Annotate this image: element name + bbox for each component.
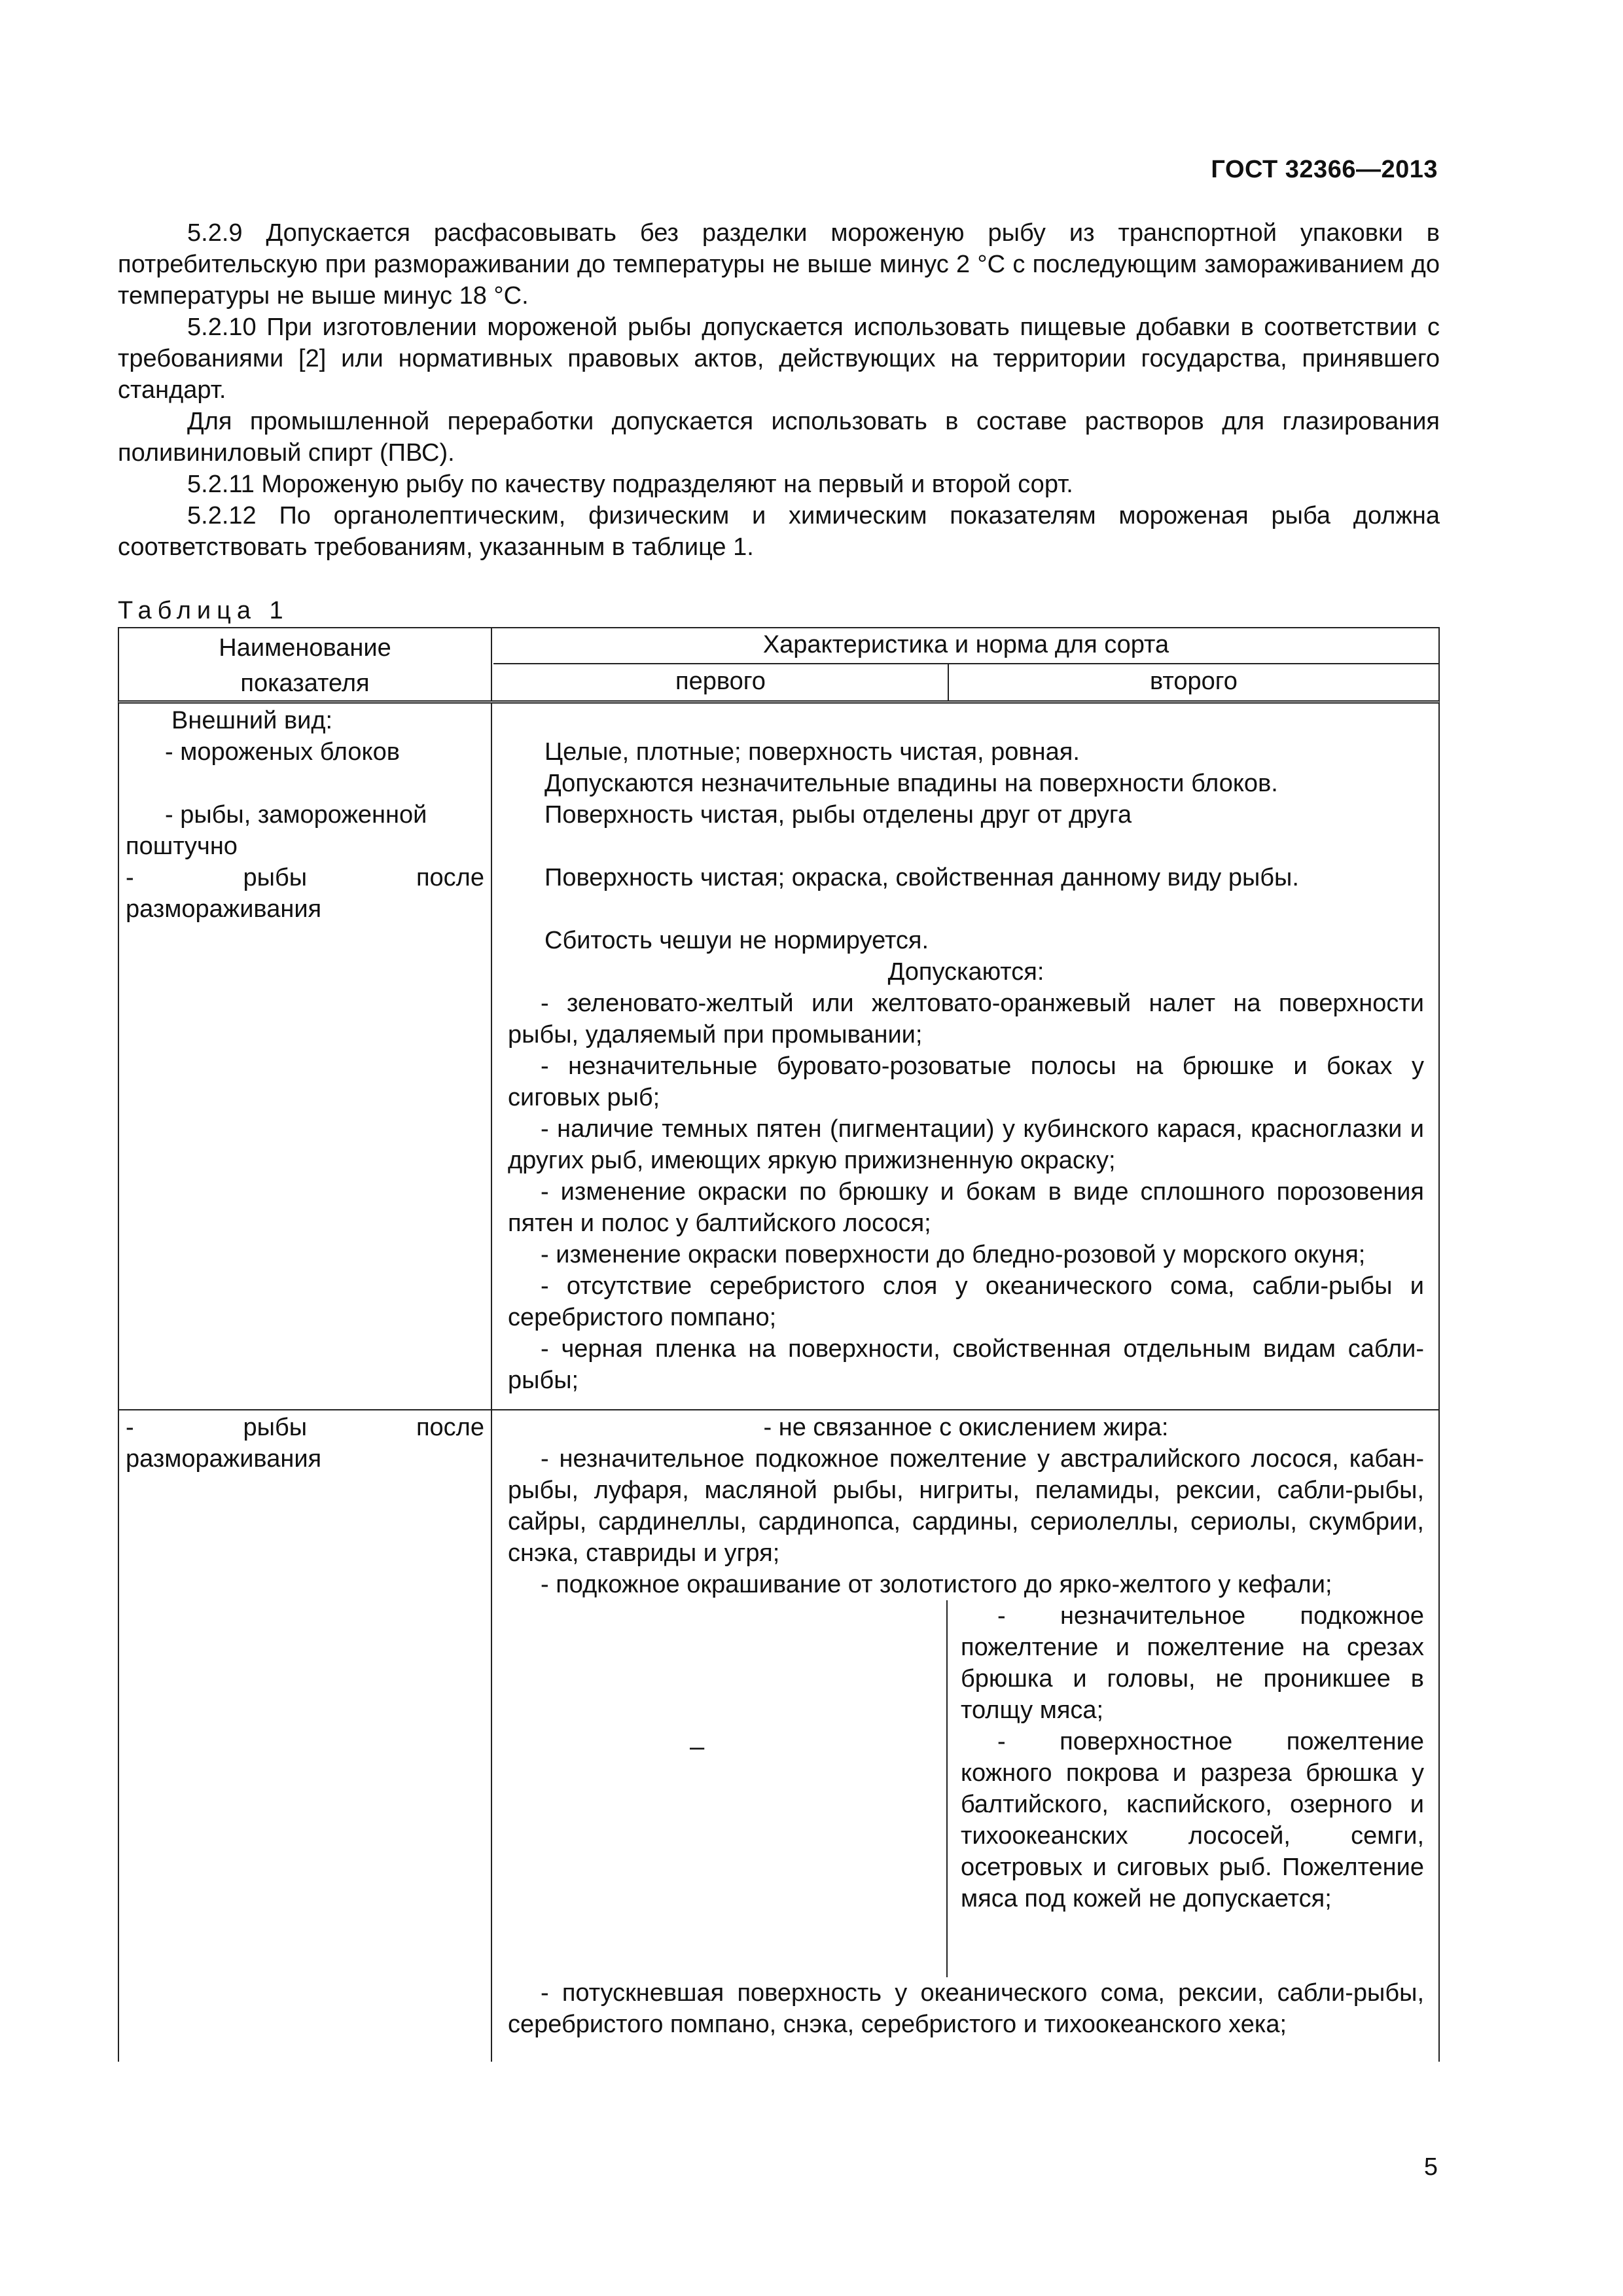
after-thaw-word1: рыбы <box>243 864 308 891</box>
intro-text <box>118 217 1440 563</box>
indicator-cell <box>119 1410 492 2062</box>
after-thaw-dash: - <box>126 864 134 891</box>
after-thaw-label-2: размораживания <box>126 895 322 923</box>
piece-frozen-text: Поверхность чистая, рыбы отделены друг от друга <box>544 801 1132 829</box>
list-item: - поверхностное пожелтение кожного покрова и разреза брюшка у балтийского, каспийского, озерного и тихоокеанских лососей, семги, осетровых и сиговых рыб. Пожелтение мяса под кожей не допускается; <box>961 1728 1424 1912</box>
table-caption: Таблица 1 <box>118 597 289 624</box>
header-indicator-line1: Наименование <box>219 634 391 662</box>
second-grade-cell <box>948 1600 1424 1914</box>
header-first-grade: первого <box>493 664 949 700</box>
list-item: - изменение окраски поверхности до бледно-розовой у морского окуня; <box>541 1241 1366 1268</box>
list-item: - черная пленка на поверхности, свойственная отдельным видам сабли-рыбы; <box>508 1335 1424 1394</box>
grade-split <box>493 1600 1438 1977</box>
list-item: - изменение окраски по брюшку и бокам в виде сплошного порозовения пятен и полос у балтийского лосося; <box>508 1178 1424 1237</box>
spacer <box>508 705 1424 736</box>
list-item: - незначительные буровато-розоватые полосы на брюшке и боках у сиговых рыб; <box>508 1052 1424 1111</box>
list-item: - незначительное подкожное пожелтение у австралийского лосося, кабан-рыбы, луфаря, масляной рыбы, нигриты, пеламиды, рексии, сабли-рыбы, сайры, сардинеллы, сардинопса, сардины, сериолеллы, сериолы, скумбрии, снэка, ставриды и угря; <box>508 1445 1424 1567</box>
clause-5-2-10: 5.2.10 При изготовлении мороженой рыбы допускается использовать пищевые добавки в соответствии с требованиями [2] или нормативных правовых актов, действующих на территории государства, принявшего стандарт. <box>118 314 1440 404</box>
header-second-grade: второго <box>1150 668 1238 695</box>
first-grade-dash: – <box>690 1732 705 1761</box>
after-thaw-label-2: размораживания <box>126 1445 322 1473</box>
not-oxidation-heading: - не связанное с окислением жира: <box>763 1414 1169 1441</box>
characteristic-cell <box>493 1410 1438 2041</box>
piece-frozen-label: - рыбы, замороженной <box>165 801 427 829</box>
table-1 <box>118 627 1440 2062</box>
pvs-paragraph: Для промышленной переработки допускается использовать в составе растворов для глазирования поливиниловый спирт (ПВС). <box>118 408 1440 467</box>
clause-5-2-11: 5.2.11 Мороженую рыбу по качеству подразделяют на первый и второй сорт. <box>187 471 1073 498</box>
first-grade-cell <box>493 1600 948 1977</box>
header-characteristic: Характеристика и норма для сорта <box>493 628 1438 664</box>
allowed-heading: Допускаются: <box>887 958 1044 986</box>
blocks-line-2: Допускаются незначительные впадины на поверхности блоков. <box>544 770 1278 797</box>
after-thaw-label <box>126 862 484 893</box>
appearance-label: Внешний вид: <box>171 707 333 734</box>
piece-frozen-label-2: поштучно <box>126 833 238 860</box>
after-thaw-word1: рыбы <box>243 1414 308 1441</box>
table-row <box>118 1409 1440 2062</box>
list-item: - наличие темных пятен (пигментации) у кубинского карася, красноглазки и других рыб, имеющих яркую прижизненную окраску; <box>508 1115 1424 1174</box>
header-indicator-line2: показателя <box>240 670 370 697</box>
blocks-line-1: Целые, плотные; поверхность чистая, ровная. <box>544 738 1080 766</box>
after-thaw-word2: после <box>416 1414 484 1441</box>
scales-text: Сбитость чешуи не нормируется. <box>544 927 929 954</box>
indicator-cell <box>119 704 492 1409</box>
header-indicator-cell <box>119 628 492 700</box>
spacer <box>508 893 1424 925</box>
table-header <box>118 627 1440 700</box>
clause-5-2-12: 5.2.12 По органолептическим, физическим и химическим показателям мороженая рыба должна соответствовать требованиям, указанным в таблице 1. <box>118 502 1440 561</box>
frozen-blocks-label: - мороженых блоков <box>165 738 400 766</box>
after-thaw-word2: после <box>416 864 484 891</box>
after-thaw-label <box>126 1412 484 1443</box>
list-item: - незначительное подкожное пожелтение и пожелтение на срезах брюшка и головы, не проникшее в толщу мяса; <box>961 1602 1424 1724</box>
spacer <box>508 831 1424 862</box>
list-item: - отсутствие серебристого слоя у океанического сома, сабли-рыбы и серебристого помпано; <box>508 1272 1424 1331</box>
thawed-text: Поверхность чистая; окраска, свойственная данному виду рыбы. <box>544 864 1299 891</box>
list-item: - потускневшая поверхность у океанического сома, рексии, сабли-рыбы, серебристого помпано, снэка, серебристого и тихоокеанского хека; <box>508 1979 1424 2038</box>
characteristic-cell <box>493 704 1438 1397</box>
table-row <box>118 700 1440 1409</box>
clause-5-2-9: 5.2.9 Допускается расфасовывать без разделки мороженую рыбу из транспортной упаковки в потребительскую при размораживании до температуры не выше минус 2 °С с последующим замораживанием до температуры не выше минус 18 °С. <box>118 219 1440 310</box>
page-number: 5 <box>1423 2153 1438 2181</box>
after-thaw-dash: - <box>126 1414 134 1441</box>
list-item: - зеленовато-желтый или желтовато-оранжевый налет на поверхности рыбы, удаляемый при промывании; <box>508 990 1424 1049</box>
standard-designation: ГОСТ 32366—2013 <box>1211 156 1438 183</box>
list-item: - подкожное окрашивание от золотистого до ярко-желтого у кефали; <box>541 1571 1332 1598</box>
